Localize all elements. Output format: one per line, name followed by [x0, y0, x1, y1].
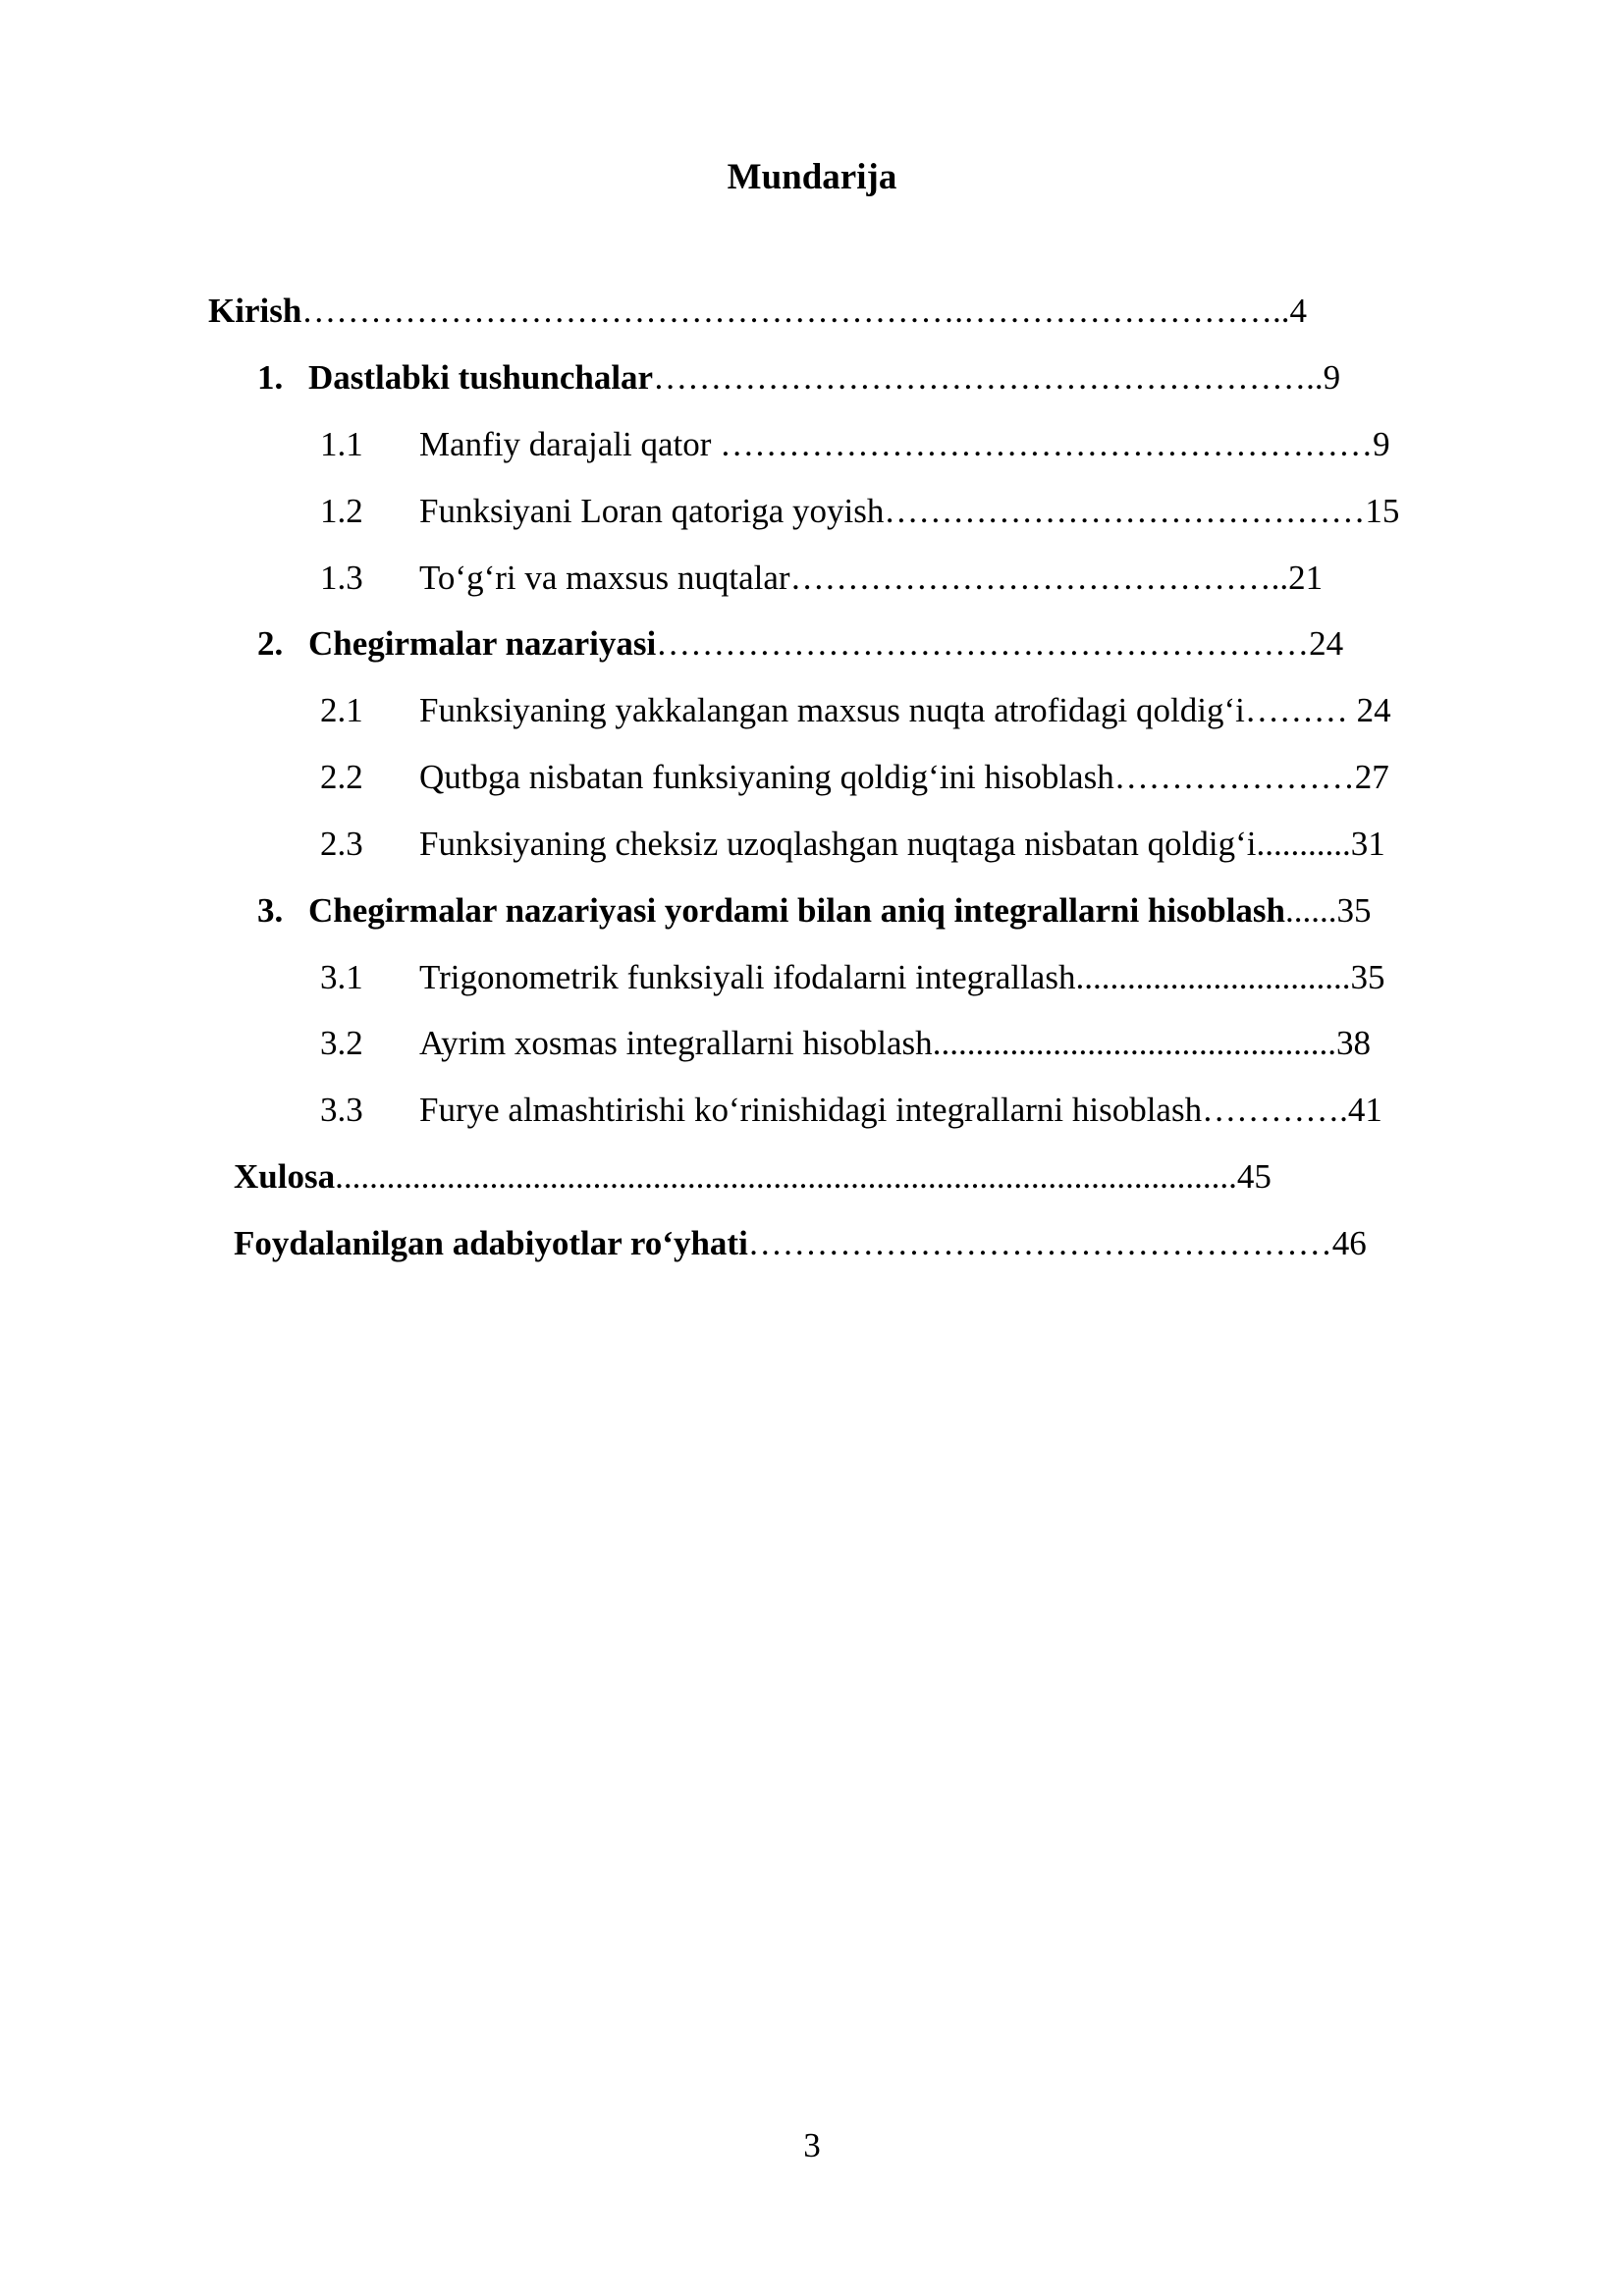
- toc-entry-page: 24: [1309, 624, 1344, 663]
- toc-entry-leader: ...........: [1256, 825, 1351, 863]
- toc-title: Mundarija: [727, 157, 897, 197]
- toc-entry-leader: …………………………………………………..: [653, 358, 1324, 397]
- toc-entry-number: 2.: [257, 624, 284, 663]
- toc-entry-leader: ………: [1244, 691, 1357, 729]
- toc-entry-page: 4: [1289, 292, 1308, 330]
- toc-entry-section-3-3: [320, 1087, 1538, 1134]
- page-number: 3: [803, 2126, 821, 2164]
- toc-entry-page: 9: [1323, 358, 1341, 397]
- toc-entry-text: Funksiyaning cheksiz uzoqlashgan nuqtaga nisbatan qoldig‘i: [419, 825, 1257, 863]
- toc-entry-section-1-1: [320, 421, 1538, 468]
- toc-entry-text: Xulosa: [234, 1157, 336, 1196]
- toc-entry-kirish: [208, 288, 1514, 335]
- toc-entry-leader: .........................................................................................................: [335, 1157, 1237, 1196]
- toc-entry-text: Foydalanilgan adabiyotlar ro‘yhati: [234, 1224, 748, 1262]
- toc-entry-text: Trigonometrik funksiyali ifodalarni integrallash: [419, 958, 1076, 996]
- toc-entry-leader: …………………………………………………: [720, 425, 1374, 463]
- toc-entry-page: 24: [1356, 691, 1391, 729]
- toc-entry-text: Manfiy darajali qator: [419, 425, 721, 463]
- toc-entry-chapter-1: [257, 354, 1514, 401]
- toc-entry-section-1-2: [320, 488, 1538, 535]
- toc-entry-leader: ……………………………………..: [789, 559, 1289, 597]
- toc-entry-number: 1.1: [320, 425, 363, 463]
- toc-entry-text: Dastlabki tushunchalar: [308, 358, 654, 397]
- toc-entry-text: Funksiyani Loran qatoriga yoyish: [419, 492, 885, 530]
- toc-entry-page: 15: [1365, 492, 1400, 530]
- toc-entry-text: Kirish: [208, 292, 302, 330]
- toc-entry-adabiyotlar: [234, 1220, 1520, 1267]
- toc-entry-leader: ................................: [1075, 958, 1351, 996]
- toc-entry-page: 41: [1347, 1091, 1382, 1129]
- toc-entry-xulosa: [234, 1153, 1520, 1201]
- toc-entry-section-2-2: [320, 754, 1538, 801]
- toc-entry-leader: ……………………………………………: [747, 1224, 1332, 1262]
- toc-entry-section-3-1: [320, 954, 1538, 1001]
- toc-entry-number: 3.: [257, 891, 284, 930]
- toc-entry-page: 35: [1350, 958, 1385, 996]
- toc-entry-text: Qutbga nisbatan funksiyaning qoldig‘ini hisoblash: [419, 758, 1114, 796]
- toc-entry-section-3-2: [320, 1020, 1538, 1067]
- toc-entry-text: Funksiyaning yakkalangan maxsus nuqta atrofidagi qoldig‘i: [419, 691, 1245, 729]
- toc-entry-section-2-3: [320, 821, 1538, 868]
- toc-entry-number: 2.2: [320, 758, 363, 796]
- toc-entry-section-2-1: [320, 687, 1538, 734]
- toc-entry-number: 3.1: [320, 958, 363, 996]
- toc-entry-text: To‘g‘ri va maxsus nuqtalar: [419, 559, 790, 597]
- toc-entry-chapter-2: [257, 620, 1514, 667]
- toc-entry-page: 38: [1335, 1024, 1371, 1062]
- toc-entry-leader: …………………: [1113, 758, 1355, 796]
- toc-entry-chapter-3: [257, 887, 1524, 934]
- toc-entry-page: 46: [1331, 1224, 1367, 1262]
- toc-entry-text: Chegirmalar nazariyasi: [308, 624, 657, 663]
- toc-entry-page: 21: [1288, 559, 1324, 597]
- toc-entry-page: 31: [1350, 825, 1385, 863]
- toc-entry-number: 2.1: [320, 691, 363, 729]
- toc-entry-number: 1.: [257, 358, 284, 397]
- toc-entry-page: 45: [1236, 1157, 1272, 1196]
- toc-entry-leader: ......: [1285, 891, 1337, 930]
- toc-entry-number: 3.2: [320, 1024, 363, 1062]
- toc-entry-number: 1.3: [320, 559, 363, 597]
- toc-entry-text: Chegirmalar nazariyasi yordami bilan aniq integrallarni hisoblash: [308, 891, 1286, 930]
- toc-entry-text: Furye almashtirishi ko‘rinishidagi integrallarni hisoblash: [419, 1091, 1203, 1129]
- toc-entry-number: 3.3: [320, 1091, 363, 1129]
- toc-entry-leader: …………………………………………………: [656, 624, 1310, 663]
- toc-entry-page: 9: [1373, 425, 1390, 463]
- toc-entry-leader: ……………………………………: [884, 492, 1366, 530]
- toc-entry-leader: ………………………………………………….………………………..: [301, 292, 1290, 330]
- toc-entry-page: 27: [1354, 758, 1389, 796]
- toc-entry-leader: ...............................................: [932, 1024, 1336, 1062]
- toc-entry-number: 2.3: [320, 825, 363, 863]
- toc-entry-text: Ayrim xosmas integrallarni hisoblash: [419, 1024, 933, 1062]
- toc-entry-section-1-3: [320, 555, 1538, 602]
- toc-entry-page: 35: [1336, 891, 1372, 930]
- toc-entry-leader: ………….: [1202, 1091, 1348, 1129]
- toc-entry-number: 1.2: [320, 492, 363, 530]
